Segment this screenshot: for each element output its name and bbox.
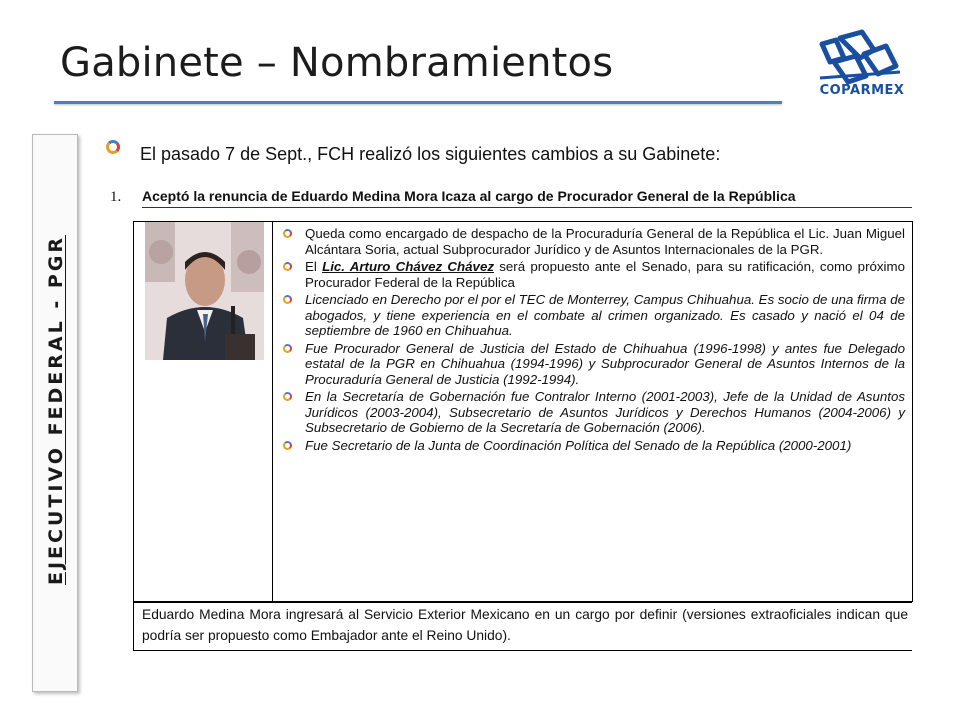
list-item-suffix: será propuesto ante el Senado, para su ratificación, como próximo Procurador Federal de la República xyxy=(305,259,905,290)
intro-text: El pasado 7 de Sept., FCH realizó los siguientes cambios a su Gabinete: xyxy=(140,144,721,164)
color-ring-bullet-icon xyxy=(283,262,292,271)
list-item-text: Fue Procurador General de Justicia del Estado de Chihuahua (1996-1998) y antes fue Delegado estatal de la PGR en Chihuahua (1994-1996) y Subprocurador General de Asuntos Internos de la Procuraduría General de Justicia (1992-1994). xyxy=(305,340,905,387)
candidate-name: Lic. Arturo Chávez Chávez xyxy=(322,259,494,274)
footer-note: Eduardo Medina Mora ingresará al Servicio Exterior Mexicano en un cargo por definir (versiones extraoficiales indican que podría ser propuesto como Embajador ante el Reino Unido). xyxy=(142,607,908,643)
color-ring-bullet-icon xyxy=(283,229,292,238)
list-item xyxy=(283,389,905,436)
list-item-prefix: El xyxy=(305,259,323,274)
portrait-photo xyxy=(145,222,264,360)
item-heading: Aceptó la renuncia de Eduardo Medina Mora Icaza al cargo de Procurador General de la República xyxy=(142,188,796,204)
color-ring-bullet-icon xyxy=(283,344,292,353)
list-item xyxy=(283,438,905,454)
logo-text: COPARMEX xyxy=(819,83,905,98)
title-underline xyxy=(54,101,782,104)
list-item-text: Fue Secretario de la Junta de Coordinación Política del Senado de la República (2000-2001) xyxy=(305,437,852,453)
color-ring-bullet-icon xyxy=(106,140,120,154)
item-number: 1. xyxy=(110,189,122,205)
column-divider xyxy=(272,221,273,601)
color-ring-bullet-icon xyxy=(283,392,292,401)
list-item xyxy=(283,226,905,257)
heading-underline xyxy=(142,207,912,208)
list-item xyxy=(283,259,905,290)
list-item-text: Queda como encargado de despacho de la Procuraduría General de la República el Lic. Juan Miguel Alcántara Soria, actual Subprocurador Jurídico y de Asuntos Internacionales de la PGR. xyxy=(305,226,905,257)
side-label: EJECUTIVO FEDERAL - PGR xyxy=(45,235,67,585)
list-item-text: Licenciado en Derecho por el por el TEC de Monterrey, Campus Chihuahua. Es socio de una firma de abogados, y tiene experiencia en el combate al crimen organizado. Es casado y nació el 04 de septiembre de 1960 en Chihuahua. xyxy=(305,292,905,338)
page-title: Gabinete – Nombramientos xyxy=(60,40,614,86)
list-item-text: En la Secretaría de Gobernación fue Contralor Interno (2001-2003), Jefe de la Unidad de Asuntos Jurídicos (2003-2004), Subsecretario de Asuntos Jurídicos y Derechos Humanos (2004-2006) y Subsecretario de Gobierno de la Secretaría de Gobernación (2006). xyxy=(305,389,905,435)
color-ring-bullet-icon xyxy=(283,441,292,450)
color-ring-bullet-icon xyxy=(283,295,292,304)
list-item xyxy=(283,292,905,339)
list-item xyxy=(283,341,905,388)
bullet-list xyxy=(283,226,905,455)
